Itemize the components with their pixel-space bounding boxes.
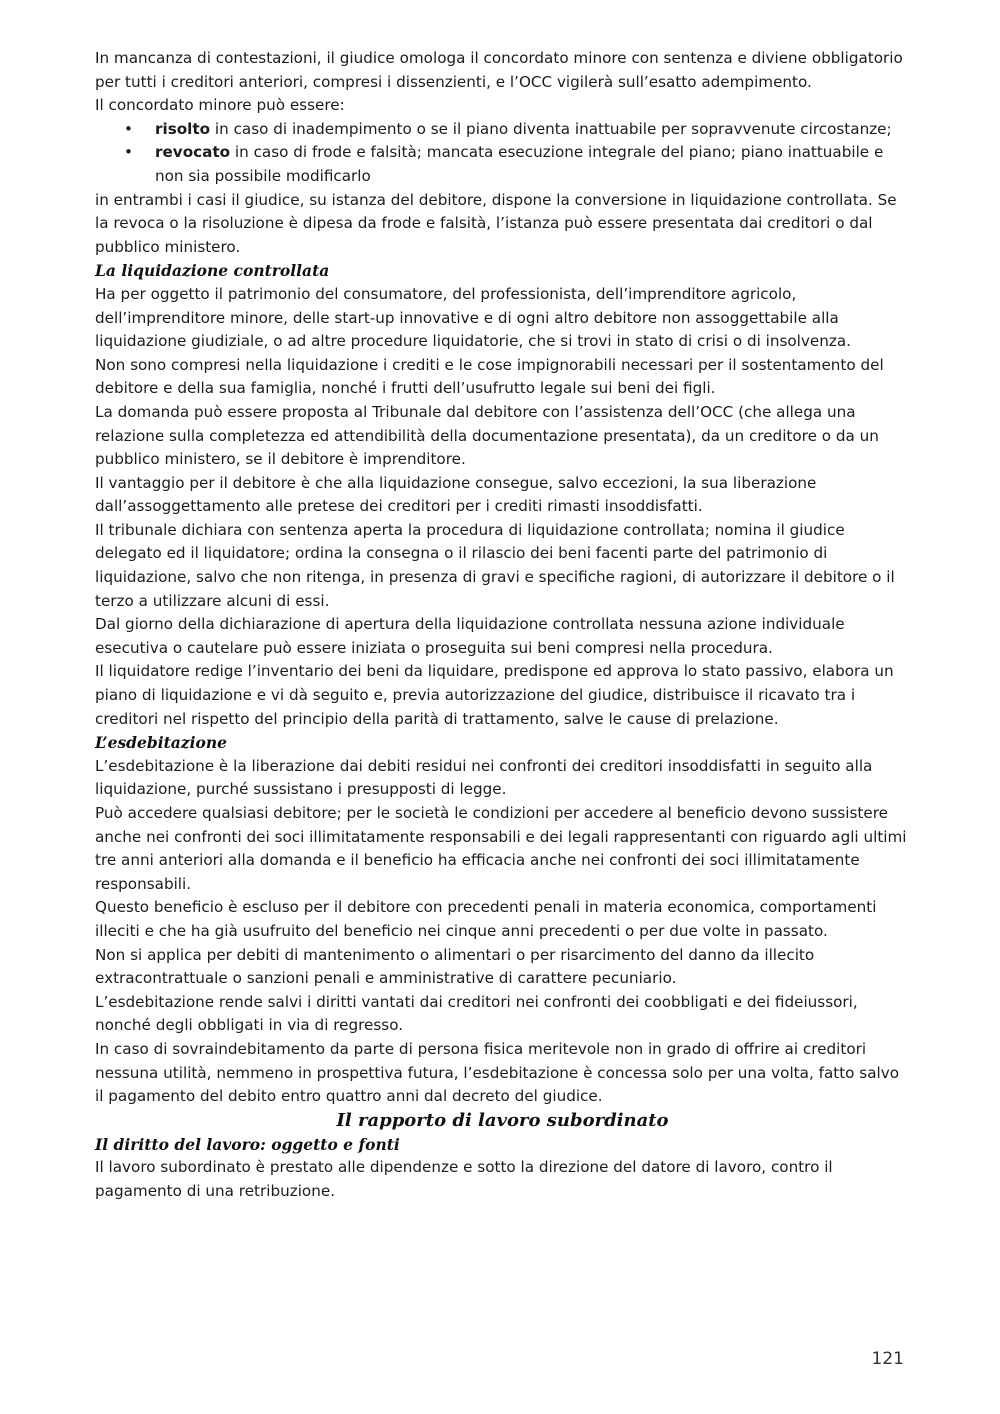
bullet-term: risolto: [155, 119, 211, 138]
paragraph: in entrambi i casi il giudice, su istanza del debitore, dispone la conversione in liquidazione controllata. Se la revoca o la risoluzione è dipesa da frode e falsità, l’istanza può essere presentata dai creditori o dal pubblico ministero.: [95, 190, 897, 256]
paragraph: Il liquidatore redige l’inventario dei beni da liquidare, predispone ed approva lo stato passivo, elabora un piano di liquidazione e vi dà seguito e, previa autorizzazione del giudice, distribuisce il ricavato tra i creditori nel rispetto del principio della parità di trattamento, salve le cause di prelazione.: [95, 662, 894, 728]
bullet-text: in caso di frode e falsità; mancata esecuzione integrale del piano; piano inattuabile e non sia possibile modificarlo: [155, 143, 884, 185]
bullet-text: in caso di inadempimento o se il piano diventa inattuabile per sopravvenute circostanze;: [210, 119, 892, 138]
paragraph: Non sono compresi nella liquidazione i crediti e le cose impignorabili necessari per il sostentamento del debitore e della sua famiglia, nonché i frutti dell’usufrutto legale sui beni dei figli.: [95, 355, 884, 398]
paragraph: L’esdebitazione è la liberazione dai debiti residui nei confronti dei creditori insoddisfatti in seguito alla liquidazione, purché sussistano i presupposti di legge.: [95, 756, 873, 799]
bullet-term: revocato: [155, 143, 231, 162]
paragraph: Questo beneficio è escluso per il debitore con precedenti penali in materia economica, comportamenti illeciti e che ha già usufruito del beneficio nei cinque anni precedenti o per due volte in passato.: [95, 898, 877, 940]
section-heading: Il diritto del lavoro: oggetto e fonti: [95, 1134, 400, 1154]
paragraph: Il concordato minore può essere:: [95, 96, 345, 115]
section-heading: L’esdebitazione: [95, 733, 227, 753]
paragraph: Il tribunale dichiara con sentenza aperta la procedura di liquidazione controllata; nomina il giudice delegato ed il liquidatore; ordina la consegna o il rilascio dei beni facenti parte del patrimonio di liquidazione, salvo che non ritenga, in presenza di gravi e specifiche ragioni, di autorizzare il debitore o il terzo a utilizzare alcuni di essi.: [95, 520, 895, 610]
paragraph: L’esdebitazione rende salvi i diritti vantati dai creditori nei confronti dei coobbligati e dei fideiussori, nonché degli obbligati in via di regresso.: [95, 992, 858, 1035]
page-number: 121: [871, 1349, 904, 1369]
paragraph: Non si applica per debiti di mantenimento o alimentari o per risarcimento del danno da illecito extracontrattuale o sanzioni penali e amministrative di carattere pecuniario.: [95, 945, 815, 988]
paragraph: In caso di sovraindebitamento da parte di persona fisica meritevole non in grado di offrire ai creditori nessuna utilità, nemmeno in prospettiva futura, l’esdebitazione è concessa solo per una volta, fatto salvo il pagamento del debito entro quattro anni dal decreto del giudice.: [95, 1039, 899, 1106]
paragraph: Il vantaggio per il debitore è che alla liquidazione consegue, salvo eccezioni, la sua liberazione dall’assoggettamento alle pretese dei creditori per i crediti rimasti insoddisfatti.: [95, 473, 817, 516]
section-heading: La liquidazione controllata: [95, 261, 330, 281]
document-body: [95, 47, 910, 1204]
list-item: [155, 141, 910, 188]
chapter-title: Il rapporto di lavoro subordinato: [336, 1109, 669, 1131]
paragraph: In mancanza di contestazioni, il giudice omologa il concordato minore con sentenza e diviene obbligatorio per tutti i creditori anteriori, compresi i dissenzienti, e l’OCC vigilerà sull’esatto adempimento.: [95, 49, 903, 91]
bullet-list: [95, 118, 910, 189]
paragraph: Il lavoro subordinato è prestato alle dipendenze e sotto la direzione del datore di lavoro, contro il pagamento di una retribuzione.: [95, 1158, 833, 1200]
paragraph: Dal giorno della dichiarazione di apertura della liquidazione controllata nessuna azione individuale esecutiva o cautelare può essere iniziata o proseguita sui beni compresi nella procedura.: [95, 615, 845, 657]
paragraph: La domanda può essere proposta al Tribunale dal debitore con l’assistenza dell’OCC (che allega una relazione sulla completezza ed attendibilità della documentazione presentata), da un creditore o da un pubblico ministero, se il debitore è imprenditore.: [95, 402, 879, 469]
list-item: [155, 118, 910, 142]
paragraph: Ha per oggetto il patrimonio del consumatore, del professionista, dell’imprenditore agricolo, dell’imprenditore minore, delle start-up innovative e di ogni altro debitore non assoggettabile alla liquidazione giudiziale, o ad altre procedure liquidatorie, che si trovi in stato di crisi o di insolvenza.: [95, 284, 851, 351]
paragraph: Può accedere qualsiasi debitore; per le società le condizioni per accedere al beneficio devono sussistere anche nei confronti dei soci illimitatamente responsabili e dei legali rappresentanti con riguardo agli ultimi tre anni anteriori alla domanda e il beneficio ha efficacia anche nei confronti dei soci illimitatamente responsabili.: [95, 804, 907, 893]
